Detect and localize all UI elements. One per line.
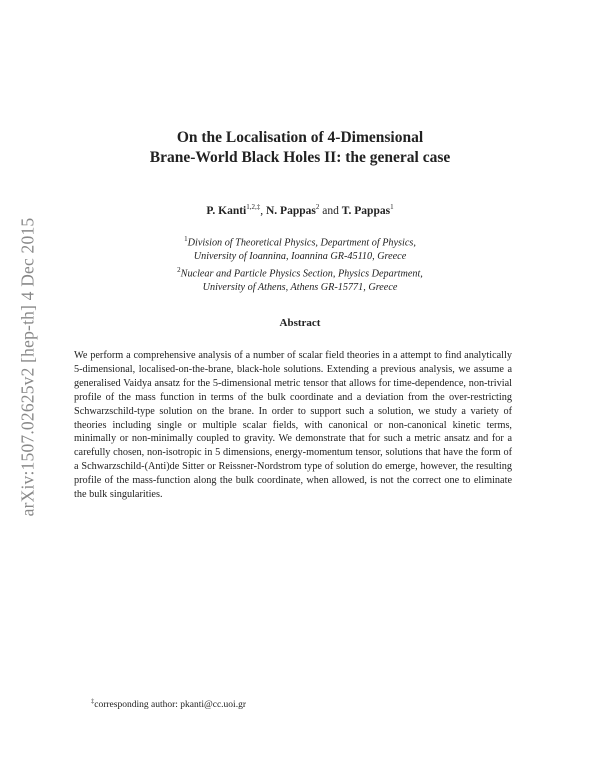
author-affil-mark: 2 [315, 203, 320, 211]
author-list [0, 203, 600, 217]
abstract-body: We perform a comprehensive analysis of a number of scalar field theories in a attempt to find analytically 5-dimensional, localised-on-the-brane, black-hole solutions. Extending a previous analysis, we assume a generalised Vaidya ansatz for the 5-dimensional metric tensor that allows for time-dependence, non-trivial profile of the mass function in terms of the bulk coordinate and a deviation from the over-restricting Schwarzschild-type solution on the brane. In order to support such a solution, we study a variety of theories including single or multiple scalar fields, with canonical or non-canonical kinetic terms, minimally or non-minimally coupled to gravity. We demonstrate that for such a metric ansatz and for a carefully chosen, non-isotropic in 5 dimensions, energy-momentum tensor, solutions that have the form of a Schwarzschild-(Anti)de Sitter or Reissner-Nordstrom type of solution do emerge, however, the resulting profile of the mass-function along the bulk coordinate, when allowed, is not the correct one to eliminate the bulk singularities. [74, 350, 512, 501]
footnote-mark: ‡ [91, 698, 95, 705]
author-affil-mark: 1,2,‡ [246, 203, 261, 211]
affil-line: University of Ioannina, Ioannina GR-45110, Greece [193, 251, 407, 263]
affil-line: Division of Theoretical Physics, Department of Physics, [187, 237, 416, 249]
paper-title [0, 128, 600, 168]
author-separator: , [260, 204, 266, 217]
title-line-2: Brane-World Black Holes II: the general case [149, 149, 451, 166]
affiliation-1 [0, 233, 600, 264]
affil-mark: 2 [177, 266, 181, 274]
footnote-text: corresponding author: pkanti@cc.uoi.gr [94, 700, 246, 711]
affil-mark: 1 [184, 235, 188, 243]
affil-line: University of Athens, Athens GR-15771, Greece [202, 282, 398, 294]
affil-line: Nuclear and Particle Physics Section, Physics Department, [180, 268, 423, 280]
author-separator: and [319, 204, 342, 217]
title-line-1: On the Localisation of 4-Dimensional [176, 129, 424, 146]
arxiv-id-text: arXiv:1507.02625v2 [hep-th] 4 Dec 2015 [17, 217, 38, 517]
author-name: P. Kanti [206, 204, 247, 217]
affiliation-2 [0, 264, 600, 295]
footnote [91, 698, 246, 710]
author-name: N. Pappas [266, 204, 316, 217]
author-affil-mark: 1 [390, 203, 394, 211]
abstract-heading: Abstract [279, 317, 321, 329]
author-name: T. Pappas [341, 204, 391, 217]
